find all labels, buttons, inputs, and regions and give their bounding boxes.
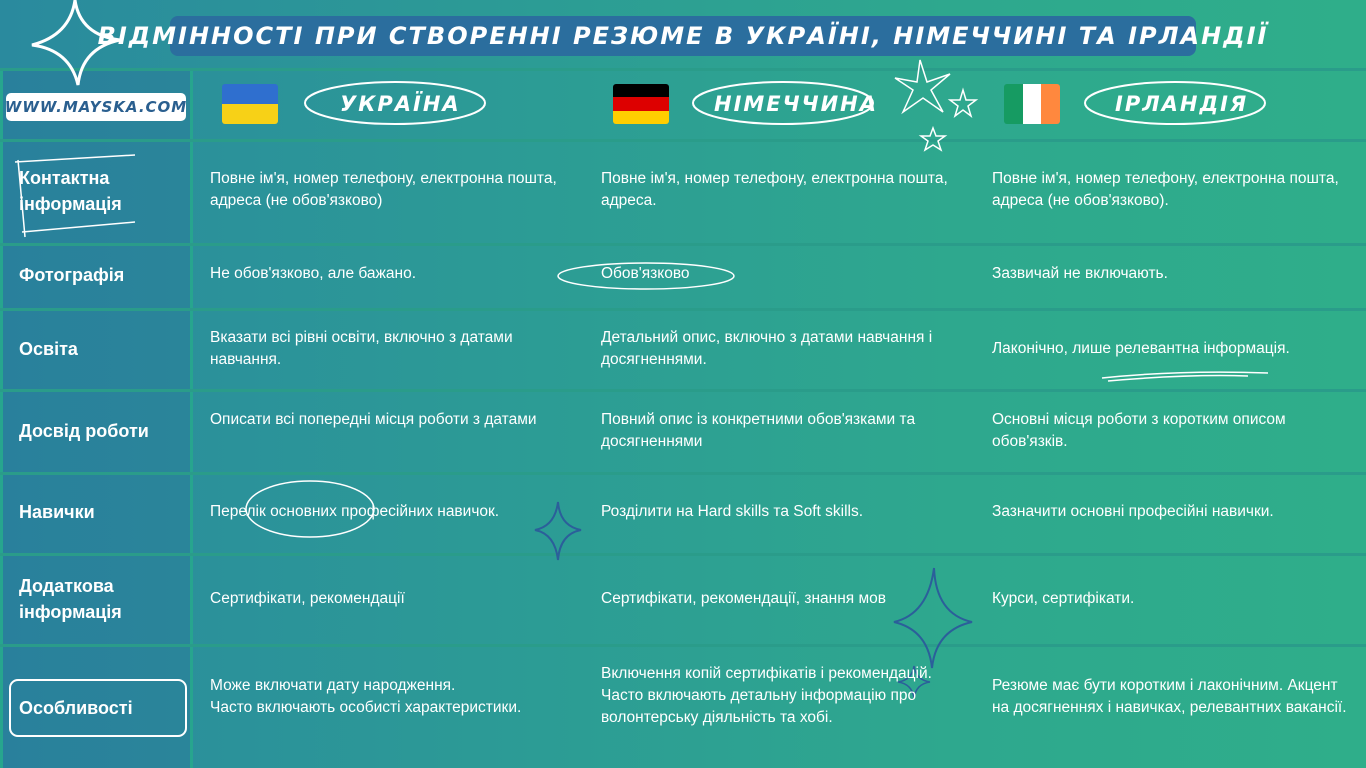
country-name-germany: НІМЕЧЧИНА [714,92,878,116]
country-label-wrap [340,84,460,124]
cell-education-ireland: Лаконічно, лише релевантна інформація. [992,340,1290,357]
row-label-features: Особливості [19,698,133,718]
grid-line [0,553,1366,556]
cell-education-germany: Детальний опис, включно з датами навчання і досягненнями. [601,329,933,368]
country-header-ireland [1004,84,1060,124]
country-header-ukraine [222,84,278,124]
cell-contact-ukraine: Повне ім'я, номер телефону, електронна пошта, адреса (не обов'язково) [210,170,557,209]
cell-photo-germany: Обов'язково [601,265,690,282]
grid-line [0,472,1366,475]
underline-doodle [1098,364,1273,384]
ireland-flag-icon [1004,84,1060,124]
cell-contact-germany: Повне ім'я, номер телефону, електронна пошта, адреса. [601,170,948,209]
cell-experience-germany: Повний опис із конкретними обов'язками та досягненнями [601,411,916,450]
grid-line [0,308,1366,311]
cell-additional-ireland: Курси, сертифікати. [992,590,1135,607]
cell-features-germany: Включення копій сертифікатів і рекомендацій. Часто включають детальну інформацію про волонтерську діяльність та хобі. [601,665,932,726]
grid-line [0,68,3,768]
cell-additional-ukraine: Сертифікати, рекомендації [210,590,405,607]
cell-skills-ireland: Зазначити основні професійні навички. [992,503,1274,520]
row-label-skills: Навички [19,502,95,522]
grid-line [0,68,1366,71]
cell-photo-ukraine: Не обов'язково, але бажано. [210,265,417,282]
cell-additional-germany: Сертифікати, рекомендації, знання мов [601,590,886,607]
website-badge[interactable] [6,93,186,121]
row-label-experience: Досвід роботи [19,421,149,441]
cell-education-ukraine: Вказати всі рівні освіти, включно з датами навчання. [210,329,513,368]
cell-experience-ukraine: Описати всі попередні місця роботи з датами [210,411,537,428]
cell-contact-ireland: Повне ім'я, номер телефону, електронна пошта, адреса (не обов'язково). [992,170,1339,209]
website-link[interactable]: WWW.MAYSKA.COM [4,98,188,116]
grid-line [0,389,1366,392]
country-label-wrap [1115,84,1249,124]
title-banner [97,16,1269,56]
row-label-additional: Додаткова інформація [19,576,122,622]
grid-line [190,68,193,768]
germany-flag-icon [613,84,669,124]
cell-features-ukraine: Може включати дату народження. Часто включають особисті характеристики. [210,677,522,716]
sparkle-doodle-icon [533,502,583,560]
cell-skills-ukraine: Перелік основних професійних навичок. [210,503,500,520]
row-label-contact: Контактна інформація [19,168,122,214]
box-doodle [4,672,194,742]
cell-skills-germany: Розділити на Hard skills та Soft skills. [601,503,864,520]
country-header-germany [613,84,669,124]
ellipse-doodle [556,260,742,294]
ukraine-flag-icon [222,84,278,124]
page-title: ВІДМІННОСТІ ПРИ СТВОРЕННІ РЕЗЮМЕ В УКРАЇНІ, НІМЕЧЧИНІ ТА ІРЛАНДІЇ [97,22,1269,50]
grid-line [0,243,1366,246]
cell-experience-ireland: Основні місця роботи з коротким описом обов'язків. [992,411,1286,450]
cell-features-ireland: Резюме має бути коротким і лаконічним. Акцент на досягненнях і навичках, релевантних вакансії. [992,677,1347,716]
cell-photo-ireland: Зазвичай не включають. [992,265,1168,282]
country-name-ukraine: УКРАЇНА [340,92,461,116]
row-label-photo: Фотографія [19,265,125,285]
stars-doodle-icon [895,60,985,155]
country-label-wrap [714,84,878,124]
country-name-ireland: ІРЛАНДІЯ [1115,92,1249,116]
grid-line [0,644,1366,647]
row-label-education: Освіта [19,339,78,359]
circle-doodle [240,474,380,544]
box-doodle [10,152,140,240]
grid-line [0,139,1366,142]
